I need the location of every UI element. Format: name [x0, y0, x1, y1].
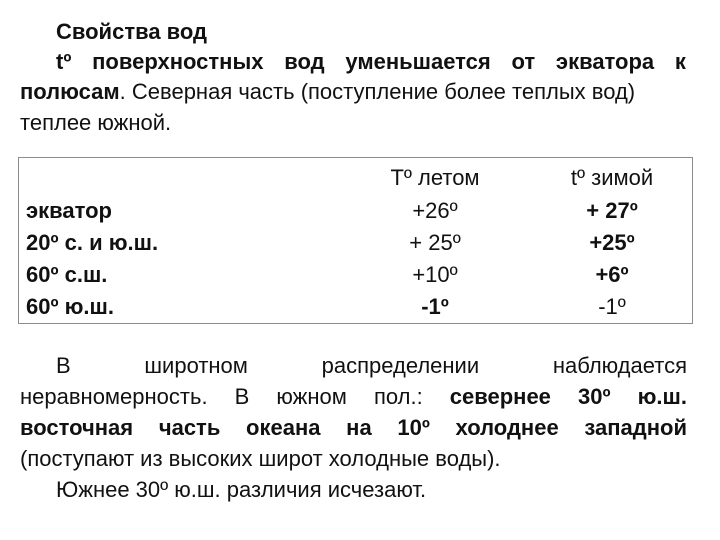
row-label: 60º ю.ш. — [26, 294, 114, 319]
word: распределении — [321, 353, 480, 378]
document-title: Свойства вод — [56, 19, 208, 44]
word: уменьшается — [345, 49, 491, 74]
text-run: . Северная часть (поступление более теплых вод) — [119, 79, 636, 104]
paragraph-line-4: (поступают из высоких широт холодные воды). — [20, 446, 501, 471]
header-summer: Tº летом — [390, 165, 480, 190]
word: вод — [284, 49, 325, 74]
word: экватора — [555, 49, 655, 74]
paragraph-line-5: Южнее 30º ю.ш. различия исчезают. — [56, 477, 427, 502]
word: 10º — [397, 415, 430, 440]
cell-winter: +6º — [595, 262, 629, 287]
word: пол.: — [373, 384, 423, 409]
word: часть — [158, 415, 221, 440]
cell-summer: +10º — [412, 262, 458, 287]
word: поверхностных — [92, 49, 264, 74]
word: океана — [246, 415, 321, 440]
heading-line-3: теплее южной. — [20, 110, 172, 135]
heading-line-2 — [20, 77, 635, 107]
paragraph-line-2 — [20, 382, 687, 412]
word: южном — [276, 384, 347, 409]
word: широтном — [144, 353, 248, 378]
cell-summer: -1º — [421, 294, 449, 319]
word: западной — [584, 415, 687, 440]
word: на — [346, 415, 372, 440]
word: tº — [56, 49, 72, 74]
cell-winter: -1º — [598, 294, 626, 319]
word: В — [234, 384, 250, 409]
word: неравномерность. — [20, 384, 208, 409]
paragraph-line-3 — [20, 413, 687, 443]
word: 30º — [578, 384, 611, 409]
cell-summer: +26º — [412, 198, 458, 223]
cell-winter: + 27º — [586, 198, 638, 223]
word: севернее — [449, 384, 551, 409]
word: В — [56, 353, 71, 378]
header-winter: tº зимой — [570, 165, 654, 190]
word: ю.ш. — [637, 384, 687, 409]
row-label: экватор — [26, 198, 112, 223]
word: восточная — [20, 415, 134, 440]
bold-phrase: полюсам — [20, 79, 120, 104]
word: холоднее — [455, 415, 559, 440]
word: к — [674, 49, 686, 74]
paragraph-line-1 — [56, 351, 687, 381]
cell-summer: + 25º — [409, 230, 461, 255]
row-label: 60º с.ш. — [26, 262, 108, 287]
cell-winter: +25º — [589, 230, 635, 255]
word: от — [511, 49, 536, 74]
row-label: 20º с. и ю.ш. — [26, 230, 159, 255]
word: наблюдается — [552, 353, 687, 378]
heading-line-1 — [56, 47, 686, 77]
